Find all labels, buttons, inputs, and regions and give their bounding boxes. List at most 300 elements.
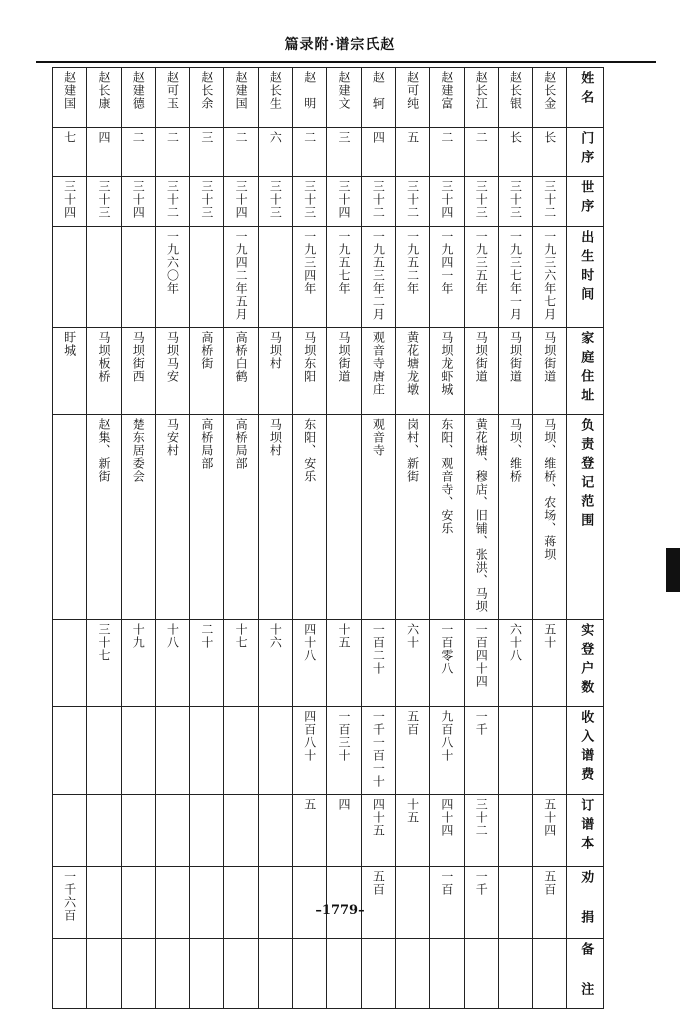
address-value: 马坝街道 — [337, 331, 352, 383]
address-value: 马坝马安 — [165, 331, 180, 383]
scope-value: 马坝村 — [268, 418, 283, 457]
field-row-branch — [53, 128, 604, 177]
cell-fee — [121, 707, 155, 795]
cell-birth — [533, 227, 567, 328]
cell-name — [258, 68, 292, 128]
generation-value: 三十四 — [439, 180, 454, 219]
cell-fee — [361, 707, 395, 795]
cell-fee — [395, 707, 429, 795]
page-number: –1779– — [315, 903, 365, 918]
cell-households — [395, 620, 429, 707]
birth-value: 一九五二年 — [405, 230, 420, 295]
cell-households — [224, 620, 258, 707]
address-value: 马坝街道 — [474, 331, 489, 383]
cell-branch — [53, 128, 87, 177]
households-value: 四十八 — [302, 623, 317, 662]
generation-value: 三十二 — [542, 180, 557, 219]
cell-address — [155, 328, 189, 415]
books-value: 四十四 — [439, 798, 454, 837]
generation-value: 三十四 — [337, 180, 352, 219]
cell-name — [395, 68, 429, 128]
cell-households — [327, 620, 361, 707]
cell-birth — [258, 227, 292, 328]
books-value: 五 — [302, 798, 317, 811]
name-value: 赵建文 — [337, 71, 352, 110]
field-row-fee — [53, 707, 604, 795]
generation-value: 三十三 — [474, 180, 489, 219]
branch-value: 二 — [302, 131, 317, 144]
cell-generation — [498, 177, 532, 227]
households-value: 六十八 — [508, 623, 523, 662]
address-value: 马坝龙虾城 — [439, 331, 454, 396]
cell-note — [430, 939, 464, 1009]
field-label-households — [567, 620, 604, 707]
cell-branch — [121, 128, 155, 177]
donation-value: 五百 — [542, 870, 557, 896]
branch-value: 五 — [405, 131, 420, 144]
scope-value: 高桥局部 — [234, 418, 249, 470]
cell-note — [258, 939, 292, 1009]
name-value: 赵长江 — [474, 71, 489, 110]
field-label-branch — [567, 128, 604, 177]
address-value: 马坝街西 — [131, 331, 146, 383]
cell-branch — [361, 128, 395, 177]
fee-value: 五百 — [405, 710, 420, 736]
cell-branch — [293, 128, 327, 177]
name-value: 赵建富 — [439, 71, 454, 110]
cell-generation — [53, 177, 87, 227]
fee-value: 一千 — [474, 710, 489, 736]
field-label-text: 劝 捐 — [578, 870, 594, 929]
field-label-text: 门序 — [578, 131, 594, 169]
cell-fee — [498, 707, 532, 795]
cell-scope — [533, 415, 567, 620]
cell-scope — [258, 415, 292, 620]
cell-generation — [327, 177, 361, 227]
cell-note — [121, 939, 155, 1009]
cell-address — [87, 328, 121, 415]
households-value: 十七 — [234, 623, 249, 649]
scope-value: 马坝、维桥 — [508, 418, 523, 483]
field-row-note — [53, 939, 604, 1009]
cell-birth — [395, 227, 429, 328]
cell-note — [155, 939, 189, 1009]
cell-note — [87, 939, 121, 1009]
field-label-text: 姓名 — [578, 71, 594, 109]
field-label-text: 家庭住址 — [578, 331, 594, 407]
cell-name — [533, 68, 567, 128]
cell-branch — [224, 128, 258, 177]
books-value: 十五 — [405, 798, 420, 824]
cell-households — [464, 620, 498, 707]
cell-fee — [258, 707, 292, 795]
address-value: 马坝东阳 — [302, 331, 317, 383]
scope-value: 高桥局部 — [199, 418, 214, 470]
households-value: 六十 — [405, 623, 420, 649]
header-rule — [36, 61, 656, 63]
field-row-address — [53, 328, 604, 415]
cell-books — [293, 795, 327, 867]
branch-value: 二 — [131, 131, 146, 144]
scope-value: 岗村、新街 — [405, 418, 420, 483]
name-value: 赵长金 — [542, 71, 557, 110]
cell-scope — [430, 415, 464, 620]
cell-books — [121, 795, 155, 867]
cell-generation — [121, 177, 155, 227]
cell-households — [190, 620, 224, 707]
cell-fee — [293, 707, 327, 795]
birth-value: 一九五七年 — [337, 230, 352, 295]
cell-books — [464, 795, 498, 867]
cell-books — [87, 795, 121, 867]
cell-households — [498, 620, 532, 707]
cell-name — [361, 68, 395, 128]
cell-scope — [327, 415, 361, 620]
cell-books — [327, 795, 361, 867]
address-value: 马坝街道 — [508, 331, 523, 383]
fee-value: 一百三十 — [337, 710, 352, 762]
cell-scope — [87, 415, 121, 620]
cell-books — [533, 795, 567, 867]
cell-birth — [293, 227, 327, 328]
households-value: 十九 — [131, 623, 146, 649]
cell-books — [430, 795, 464, 867]
cell-generation — [533, 177, 567, 227]
households-value: 五十 — [542, 623, 557, 649]
cell-generation — [361, 177, 395, 227]
field-row-households — [53, 620, 604, 707]
cell-households — [293, 620, 327, 707]
cell-branch — [430, 128, 464, 177]
address-value: 高桥白鹤 — [234, 331, 249, 383]
cell-birth — [155, 227, 189, 328]
scope-value: 观音寺 — [371, 418, 386, 457]
cell-branch — [190, 128, 224, 177]
fee-value: 一千一百一十 — [371, 710, 386, 788]
cell-households — [430, 620, 464, 707]
donation-value: 五百 — [371, 870, 386, 896]
field-row-birth — [53, 227, 604, 328]
cell-generation — [293, 177, 327, 227]
birth-value: 一九六〇年 — [165, 230, 180, 295]
households-value: 二十 — [199, 623, 214, 649]
branch-value: 四 — [96, 131, 111, 144]
households-value: 一百零八 — [439, 623, 454, 675]
cell-generation — [155, 177, 189, 227]
scope-value: 马坝、维桥、农场、蒋坝 — [542, 418, 557, 561]
cell-fee — [224, 707, 258, 795]
page-header: 篇录附·谱宗氏赵 — [284, 37, 396, 53]
name-value: 赵长银 — [508, 71, 523, 110]
field-label-fee — [567, 707, 604, 795]
field-label-text: 收入谱费 — [578, 710, 594, 786]
birth-value: 一九三六年七月 — [542, 230, 557, 321]
books-value: 四 — [337, 798, 352, 811]
cell-birth — [464, 227, 498, 328]
branch-value: 二 — [474, 131, 489, 144]
scope-value: 东阳、安乐 — [302, 418, 317, 483]
cell-books — [395, 795, 429, 867]
cell-branch — [464, 128, 498, 177]
cell-note — [224, 939, 258, 1009]
cell-books — [224, 795, 258, 867]
cell-generation — [258, 177, 292, 227]
field-row-books — [53, 795, 604, 867]
cell-households — [258, 620, 292, 707]
cell-name — [53, 68, 87, 128]
cell-address — [258, 328, 292, 415]
birth-value: 一九三七年一月 — [508, 230, 523, 321]
cell-branch — [327, 128, 361, 177]
cell-address — [395, 328, 429, 415]
scope-value: 赵集、新街 — [96, 418, 111, 483]
name-value: 赵长生 — [268, 71, 283, 110]
branch-value: 长 — [542, 131, 557, 144]
cell-note — [190, 939, 224, 1009]
generation-value: 三十四 — [234, 180, 249, 219]
generation-value: 三十二 — [405, 180, 420, 219]
generation-value: 三十四 — [131, 180, 146, 219]
address-value: 马坝村 — [268, 331, 283, 370]
donation-value: 一千 — [474, 870, 489, 896]
address-value: 高桥街 — [199, 331, 214, 370]
field-label-text: 订谱本 — [578, 798, 594, 855]
branch-value: 四 — [371, 131, 386, 144]
name-value: 赵 轲 — [371, 71, 386, 110]
field-label-birth — [567, 227, 604, 328]
generation-value: 三十三 — [96, 180, 111, 219]
name-value: 赵长余 — [199, 71, 214, 110]
cell-fee — [327, 707, 361, 795]
address-value: 马坝街道 — [542, 331, 557, 383]
cell-birth — [190, 227, 224, 328]
cell-birth — [53, 227, 87, 328]
cell-name — [498, 68, 532, 128]
cell-generation — [464, 177, 498, 227]
field-label-text: 备 注 — [578, 942, 594, 1001]
donation-value: 一百 — [439, 870, 454, 896]
branch-value: 二 — [234, 131, 249, 144]
registry-table — [52, 67, 604, 1009]
name-value: 赵 明 — [302, 71, 317, 110]
field-label-note — [567, 939, 604, 1009]
name-value: 赵长康 — [96, 71, 111, 110]
cell-households — [533, 620, 567, 707]
donation-value: 一千六百 — [62, 870, 77, 922]
birth-value: 一九五三年二月 — [371, 230, 386, 321]
cell-branch — [498, 128, 532, 177]
generation-value: 三十四 — [62, 180, 77, 219]
cell-generation — [87, 177, 121, 227]
field-label-name — [567, 68, 604, 128]
cell-scope — [498, 415, 532, 620]
cell-address — [190, 328, 224, 415]
cell-branch — [533, 128, 567, 177]
branch-value: 二 — [165, 131, 180, 144]
cell-fee — [190, 707, 224, 795]
cell-birth — [361, 227, 395, 328]
households-value: 十六 — [268, 623, 283, 649]
branch-value: 三 — [337, 131, 352, 144]
cell-generation — [395, 177, 429, 227]
cell-name — [190, 68, 224, 128]
cell-name — [87, 68, 121, 128]
cell-books — [53, 795, 87, 867]
birth-value: 一九四一年 — [439, 230, 454, 295]
branch-value: 三 — [199, 131, 214, 144]
scope-value: 楚东居委会 — [131, 418, 146, 483]
cell-scope — [53, 415, 87, 620]
field-label-address — [567, 328, 604, 415]
cell-birth — [121, 227, 155, 328]
field-label-generation — [567, 177, 604, 227]
field-row-generation — [53, 177, 604, 227]
cell-birth — [327, 227, 361, 328]
edge-tab-marker — [666, 548, 680, 592]
cell-generation — [190, 177, 224, 227]
cell-address — [498, 328, 532, 415]
cell-branch — [395, 128, 429, 177]
cell-address — [293, 328, 327, 415]
cell-name — [224, 68, 258, 128]
birth-value: 一九四二年五月 — [234, 230, 249, 321]
cell-address — [361, 328, 395, 415]
fee-value: 四百八十 — [302, 710, 317, 762]
address-value: 黄花塘龙墩 — [405, 331, 420, 396]
field-label-text: 负责登记范围 — [578, 418, 594, 532]
cell-note — [395, 939, 429, 1009]
field-label-text: 实登户数 — [578, 623, 594, 699]
cell-households — [155, 620, 189, 707]
cell-note — [533, 939, 567, 1009]
cell-fee — [533, 707, 567, 795]
cell-address — [53, 328, 87, 415]
branch-value: 长 — [508, 131, 523, 144]
cell-name — [464, 68, 498, 128]
cell-name — [430, 68, 464, 128]
cell-name — [155, 68, 189, 128]
field-label-text: 世序 — [578, 180, 594, 218]
cell-books — [258, 795, 292, 867]
name-value: 赵可纯 — [405, 71, 420, 110]
cell-birth — [498, 227, 532, 328]
cell-name — [327, 68, 361, 128]
cell-scope — [293, 415, 327, 620]
generation-value: 三十三 — [268, 180, 283, 219]
branch-value: 六 — [268, 131, 283, 144]
field-row-name — [53, 68, 604, 128]
cell-fee — [155, 707, 189, 795]
generation-value: 三十三 — [199, 180, 214, 219]
cell-branch — [258, 128, 292, 177]
books-value: 三十二 — [474, 798, 489, 837]
books-value: 四十五 — [371, 798, 386, 837]
cell-birth — [430, 227, 464, 328]
cell-generation — [224, 177, 258, 227]
cell-books — [361, 795, 395, 867]
cell-households — [53, 620, 87, 707]
scope-value: 马安村 — [165, 418, 180, 457]
name-value: 赵建德 — [131, 71, 146, 110]
cell-books — [498, 795, 532, 867]
cell-households — [361, 620, 395, 707]
field-label-scope — [567, 415, 604, 620]
cell-books — [190, 795, 224, 867]
cell-fee — [53, 707, 87, 795]
households-value: 一百四十四 — [474, 623, 489, 688]
cell-branch — [87, 128, 121, 177]
cell-name — [121, 68, 155, 128]
cell-scope — [155, 415, 189, 620]
generation-value: 三十三 — [302, 180, 317, 219]
fee-value: 九百八十 — [439, 710, 454, 762]
cell-households — [121, 620, 155, 707]
cell-note — [361, 939, 395, 1009]
scope-value: 东阳、观音寺、安乐 — [439, 418, 454, 535]
cell-fee — [464, 707, 498, 795]
households-value: 十八 — [165, 623, 180, 649]
cell-scope — [121, 415, 155, 620]
cell-birth — [87, 227, 121, 328]
generation-value: 三十二 — [371, 180, 386, 219]
cell-note — [327, 939, 361, 1009]
cell-birth — [224, 227, 258, 328]
cell-note — [293, 939, 327, 1009]
cell-scope — [361, 415, 395, 620]
cell-fee — [87, 707, 121, 795]
cell-branch — [155, 128, 189, 177]
address-value: 马坝板桥 — [96, 331, 111, 383]
cell-generation — [430, 177, 464, 227]
cell-scope — [395, 415, 429, 620]
field-label-text: 出生时间 — [578, 230, 594, 306]
cell-note — [498, 939, 532, 1009]
cell-fee — [430, 707, 464, 795]
households-value: 三十七 — [96, 623, 111, 662]
households-value: 一百二十 — [371, 623, 386, 675]
books-value: 五十四 — [542, 798, 557, 837]
cell-books — [155, 795, 189, 867]
name-value: 赵建国 — [62, 71, 77, 110]
address-value: 观音寺唐庄 — [371, 331, 386, 396]
cell-note — [53, 939, 87, 1009]
cell-address — [533, 328, 567, 415]
birth-value: 一九三四年 — [302, 230, 317, 295]
field-label-books — [567, 795, 604, 867]
branch-value: 二 — [439, 131, 454, 144]
birth-value: 一九三五年 — [474, 230, 489, 295]
name-value: 赵建国 — [234, 71, 249, 110]
cell-address — [464, 328, 498, 415]
field-row-scope — [53, 415, 604, 620]
cell-note — [464, 939, 498, 1009]
branch-value: 七 — [62, 131, 77, 144]
scope-value: 黄花塘、穆店、旧铺、张洪、马坝 — [474, 418, 489, 613]
cell-scope — [224, 415, 258, 620]
cell-scope — [464, 415, 498, 620]
name-value: 赵可玉 — [165, 71, 180, 110]
cell-address — [224, 328, 258, 415]
cell-households — [87, 620, 121, 707]
address-value: 盱城 — [62, 331, 77, 357]
households-value: 十五 — [337, 623, 352, 649]
cell-address — [121, 328, 155, 415]
generation-value: 三十三 — [508, 180, 523, 219]
cell-name — [293, 68, 327, 128]
cell-scope — [190, 415, 224, 620]
generation-value: 三十二 — [165, 180, 180, 219]
cell-address — [430, 328, 464, 415]
